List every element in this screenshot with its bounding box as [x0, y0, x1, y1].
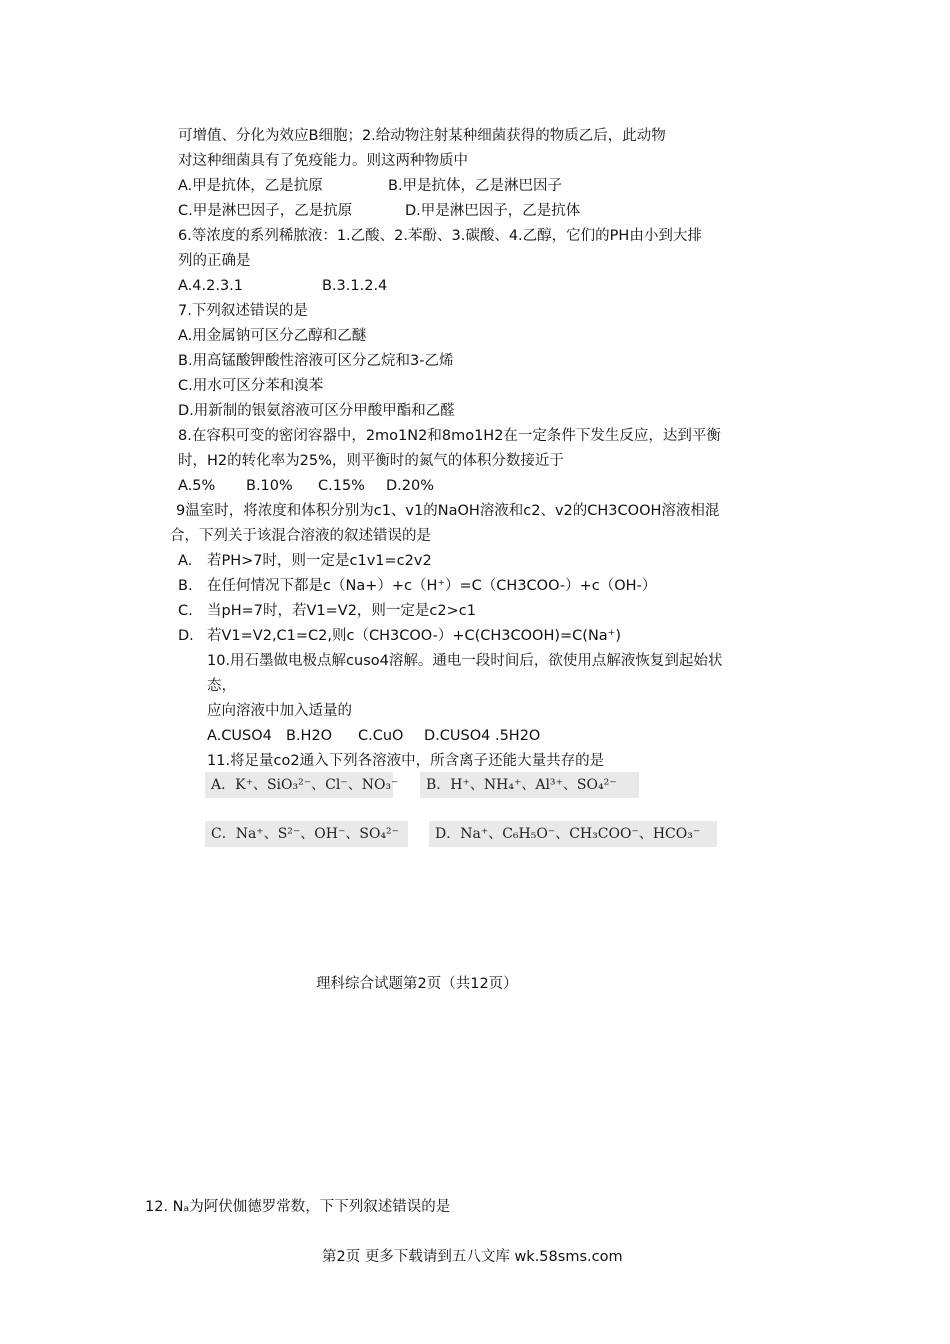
option-label: B. — [178, 578, 193, 594]
question-9: 9温室时，将浓度和体积分别为c1、v1的NaOH溶液和c2、v2的CH3COOH溶液相混 — [176, 503, 720, 519]
option-d: D.甲是淋巴因子，乙是抗体 — [405, 203, 581, 219]
text-line: 列的正确是 — [178, 253, 251, 269]
option-text: 若V1=V2,C1=C2,则c（CH3COO-）+C(CH3COOH)=C(Na⁺) — [207, 628, 621, 644]
option-d: D.20% — [386, 478, 435, 494]
option-text: 当pH=7时，若V1=V2，则一定是c2>c1 — [207, 603, 476, 619]
text-line: 对这种细菌具有了免疫能力。则这两种物质中 — [178, 153, 468, 169]
option-text: 在任何情况下都是c（Na+）+c（H⁺）=C（CH3COO-）+c（OH-） — [207, 578, 657, 594]
question-7: 7.下列叙述错误的是 — [178, 303, 308, 319]
option-b: B.10% — [246, 478, 293, 494]
download-footer: 第2页 更多下载请到五八文库 wk.58sms.com — [322, 1249, 623, 1265]
option-d: D.用新制的银氨溶液可区分甲酸甲酯和乙醛 — [178, 403, 455, 419]
question-11: 11.将足量co2通入下列各溶液中，所含离子还能大量共存的是 — [207, 753, 605, 769]
option-c: C.用水可区分苯和溴苯 — [178, 378, 324, 394]
option-a: A.用金属钠可区分乙醇和乙醚 — [178, 328, 367, 344]
text-line: 态， — [207, 678, 236, 694]
option-a: A.4.2.3.1 — [178, 278, 244, 294]
option-label: D. — [178, 628, 194, 644]
text-line: 时，H2的转化率为25%，则平衡时的氮气的体积分数接近于 — [178, 453, 564, 469]
option-b: B.H2O — [286, 728, 333, 744]
question-8: 8.在容积可变的密闭容器中，2mo1N2和8mo1H2在一定条件下发生反应，达到平衡 — [178, 428, 721, 444]
option-label: C. — [178, 603, 193, 619]
option-b: B.用高锰酸钾酸性溶液可区分乙烷和3-乙烯 — [178, 353, 454, 369]
option-c: C.CuO — [358, 728, 404, 744]
option-b: B.甲是抗体，乙是淋巴因子 — [388, 178, 563, 194]
text-line: 可增值、分化为效应B细胞；2.给动物注射某种细菌获得的物质乙后，此动物 — [178, 128, 666, 144]
option-a-image: A．K⁺、SiO₃²⁻、Cl⁻、NO₃⁻ — [205, 772, 393, 798]
text-line: 合，下列关于该混合溶液的叙述错误的是 — [170, 528, 431, 544]
question-6: 6.等浓度的系列稀脓液：1.乙酸、2.苯酚、3.碳酸、4.乙醇，它们的PH由小到大排 — [178, 228, 702, 244]
question-12: 12. Nₐ为阿伏伽德罗常数，下下列叙述错误的是 — [145, 1199, 451, 1215]
option-b-image: B．H⁺、NH₄⁺、Al³⁺、SO₄²⁻ — [420, 772, 639, 798]
option-label: A. — [178, 553, 193, 569]
option-a: A.CUSO4 — [207, 728, 272, 744]
option-d: D.CUSO4 .5H2O — [424, 728, 541, 744]
page-footer: 理科综合试题第2页（共12页） — [316, 976, 518, 992]
option-a: A.5% — [178, 478, 216, 494]
option-d-image: D．Na⁺、C₆H₅O⁻、CH₃COO⁻、HCO₃⁻ — [429, 821, 717, 847]
option-text: 若PH>7时，则一定是c1v1=c2v2 — [207, 553, 432, 569]
text-line: 应向溶液中加入适量的 — [207, 703, 352, 719]
option-c-image: C．Na⁺、S²⁻、OH⁻、SO₄²⁻ — [205, 821, 408, 847]
option-c: C.甲是淋巴因子，乙是抗原 — [178, 203, 353, 219]
question-10: 10.用石墨做电极点解cuso4溶解。通电一段时间后，欲使用点解液恢复到起始状 — [207, 653, 723, 669]
option-c: C.15% — [318, 478, 365, 494]
option-b: B.3.1.2.4 — [322, 278, 388, 294]
option-a: A.甲是抗体，乙是抗原 — [178, 178, 323, 194]
